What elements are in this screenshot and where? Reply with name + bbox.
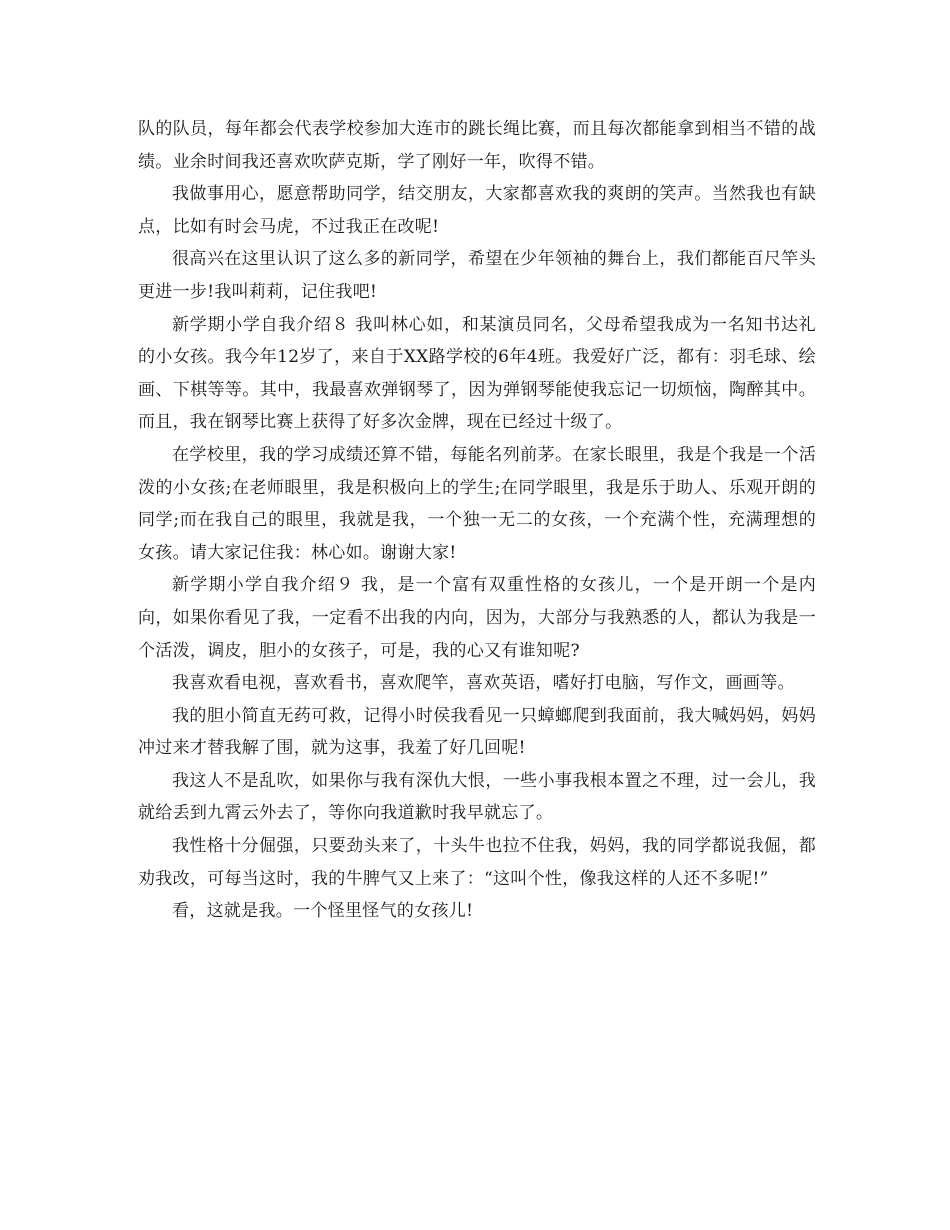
paragraph-4: 新学期小学自我介绍８ 我叫林心如，和某演员同名，父母希望我成为一名知书达礼的小女孩。我今年12岁了，来自于XX路学校的6年4班。我爱好广泛，都有：羽毛球、绘画、下棋等等。其中，我最喜欢弹钢琴了，因为弹钢琴能使我忘记一切烦恼，陶醉其中。而且，我在钢琴比赛上获得了好多次金牌，现在已经过十级了。 bbox=[138, 314, 816, 433]
paragraph-10: 我性格十分倔强，只要劲头来了，十头牛也拉不住我，妈妈，我的同学都说我倔，都劝我改，可每当这时，我的牛脾气又上来了：“这叫个性，像我这样的人还不多呢!” bbox=[138, 836, 816, 889]
paragraph-11: 看，这就是我。一个怪里怪气的女孩儿! bbox=[172, 901, 474, 922]
paragraph-6: 新学期小学自我介绍９ 我，是一个富有双重性格的女孩儿，一个是开朗一个是内向，如果你看见了我，一定看不出我的内向，因为，大部分与我熟悉的人，都认为我是一个活泼，调皮，胆小的女孩子，可是，我的心又有谁知呢? bbox=[138, 575, 816, 661]
document-body bbox=[138, 113, 816, 928]
paragraph-3: 很高兴在这里认识了这么多的新同学，希望在少年领袖的舞台上，我们都能百尺竿头更进一步!我叫莉莉，记住我吧! bbox=[138, 249, 816, 302]
paragraph-5: 在学校里，我的学习成绩还算不错，每能名列前茅。在家长眼里，我是个我是一个活泼的小女孩;在老师眼里，我是积极向上的学生;在同学眼里，我是乐于助人、乐观开朗的同学;而在我自己的眼里，我就是我，一个独一无二的女孩，一个充满个性，充满理想的女孩。请大家记住我：林心如。谢谢大家! bbox=[138, 444, 816, 563]
paragraph-2: 我做事用心，愿意帮助同学，结交朋友，大家都喜欢我的爽朗的笑声。当然我也有缺点，比如有时会马虎，不过我正在改呢! bbox=[138, 184, 816, 237]
paragraph-8: 我的胆小简直无药可救，记得小时侯我看见一只蟑螂爬到我面前，我大喊妈妈，妈妈冲过来才替我解了围，就为这事，我羞了好几回呢! bbox=[138, 705, 816, 759]
paragraph-1: 队的队员，每年都会代表学校参加大连市的跳长绳比赛，而且每次都能拿到相当不错的战绩。业余时间我还喜欢吹萨克斯，学了刚好一年，吹得不错。 bbox=[138, 119, 816, 172]
paragraph-7: 我喜欢看电视，喜欢看书，喜欢爬竿，喜欢英语，嗜好打电脑，写作文，画画等。 bbox=[172, 673, 795, 694]
paragraph-9: 我这人不是乱吹，如果你与我有深仇大恨，一些小事我根本置之不理，过一会儿，我就给丢到九霄云外去了，等你向我道歉时我早就忘了。 bbox=[138, 770, 816, 824]
